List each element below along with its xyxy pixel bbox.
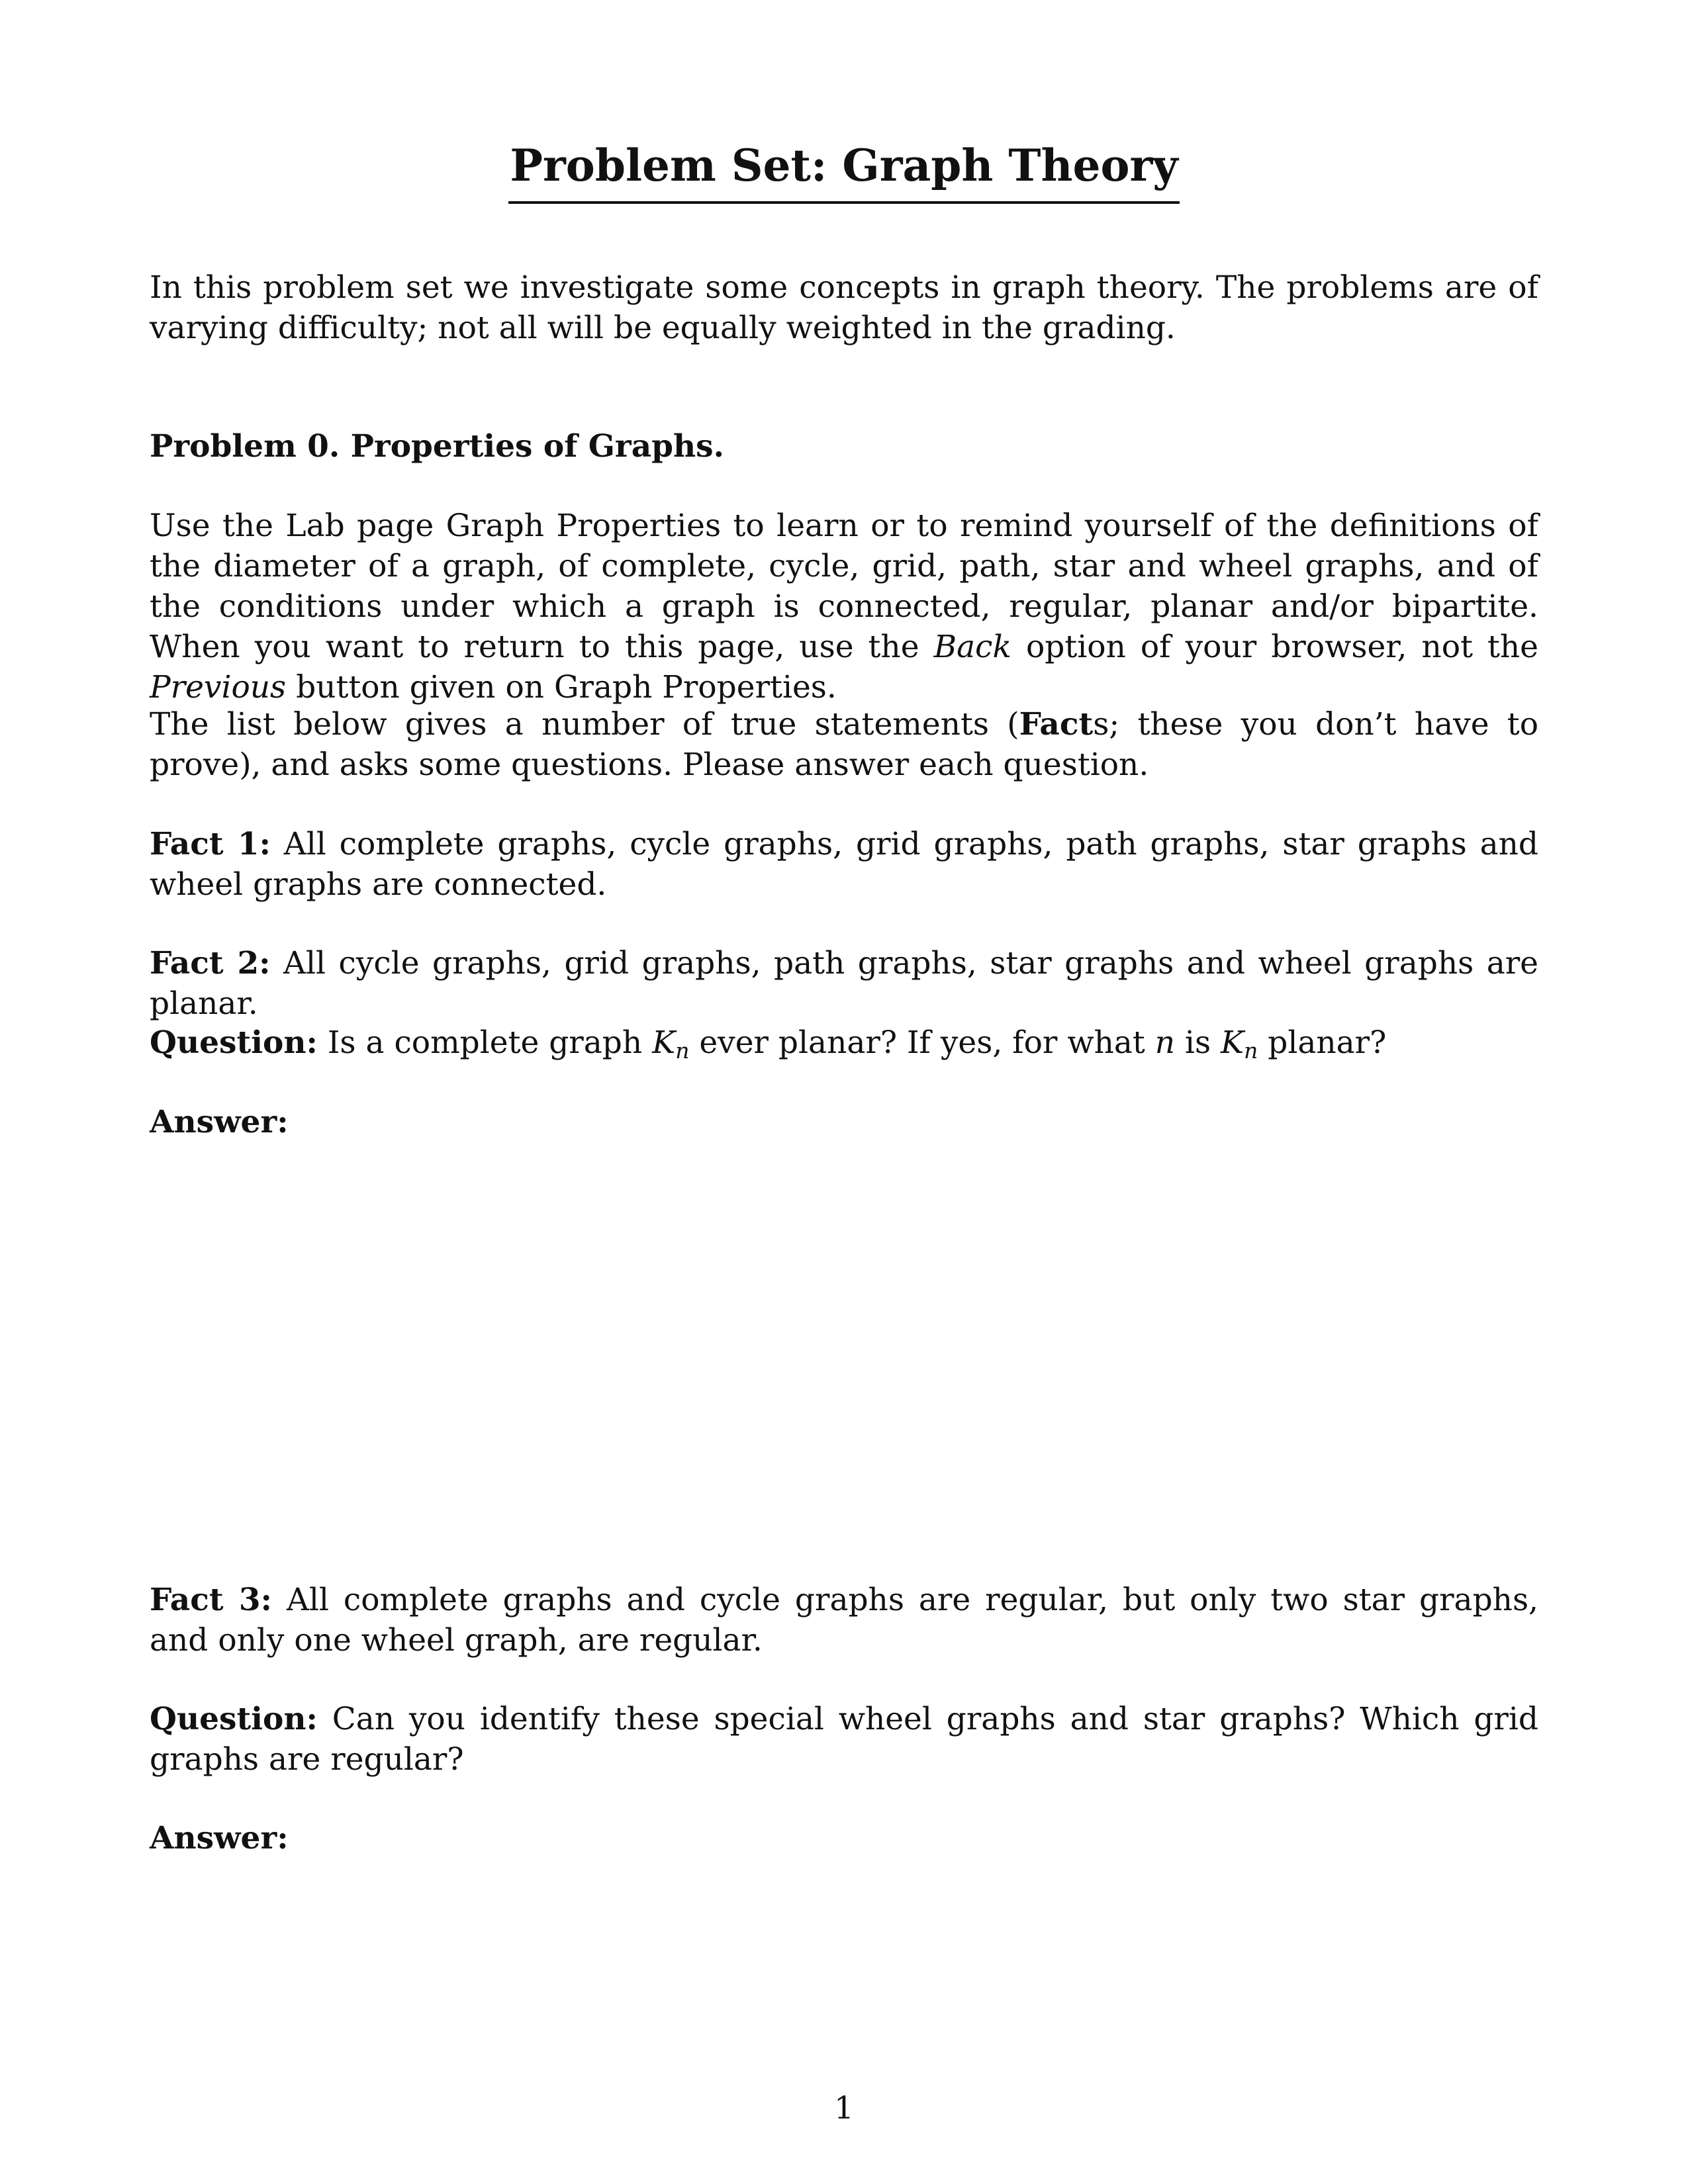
question-1-text-2: ever planar? If yes, for what — [689, 1024, 1155, 1061]
fact-1-text: All complete graphs, cycle graphs, grid graphs, path graphs, star graphs and wheel graphs are connected. — [150, 826, 1538, 903]
fact-2-label: Fact 2: — [150, 945, 271, 981]
question-2 — [150, 1699, 1538, 1780]
list-text-1: The list below gives a number of true statements ( — [150, 706, 1019, 743]
page-number: 1 — [834, 2090, 854, 2126]
lab-paragraph — [150, 506, 1538, 707]
n-subscript: n — [675, 1038, 690, 1064]
fact-3-label: Fact 3: — [150, 1582, 272, 1618]
k-symbol: K — [652, 1024, 676, 1061]
fact-1-label: Fact 1: — [150, 826, 271, 862]
lab-text-2: option of your browser, not the — [1011, 629, 1538, 665]
fact-3 — [150, 1580, 1538, 1661]
title-text: Problem Set: Graph Theory — [508, 134, 1179, 204]
back-word: Back — [933, 629, 1011, 665]
question-2-text: Can you identify these special wheel graphs and star graphs? Which grid graphs are regular? — [150, 1701, 1538, 1778]
question-1-text-3: is — [1174, 1024, 1221, 1061]
fact-2-text: All cycle graphs, grid graphs, path graphs, star graphs and wheel graphs are planar. — [150, 945, 1538, 1022]
question-2-label: Question: — [150, 1701, 318, 1737]
list-text-2: s; these you don’t have to prove), and asks some questions. Please answer each question. — [150, 706, 1538, 783]
previous-word: Previous — [150, 669, 287, 705]
list-paragraph — [150, 704, 1538, 785]
answer-1-label: Answer: — [150, 1104, 289, 1140]
fact-1 — [150, 824, 1538, 905]
problem-heading: Problem 0. Properties of Graphs. — [150, 428, 725, 465]
fact-word: Fact — [1019, 706, 1094, 743]
answer-2-label: Answer: — [150, 1820, 289, 1856]
fact-2 — [150, 943, 1538, 1024]
n-variable: n — [1154, 1024, 1175, 1061]
fact-3-text: All complete graphs and cycle graphs are regular, but only two star graphs, and only one wheel graph, are regular. — [150, 1582, 1538, 1659]
lab-text-3: button given on Graph Properties. — [286, 669, 837, 705]
lab-text-1: Use the Lab page Graph Properties to learn or to remind yourself of the definitions of the diameter of a graph, of complete, cycle, grid, path, star and wheel graphs, and of the conditions under which a graph is connected, regular, planar and/or bipartite. When you want to return to this page, use the — [150, 508, 1538, 665]
question-1-text-4: planar? — [1258, 1024, 1387, 1061]
page-title — [0, 134, 1688, 204]
question-1-label: Question: — [150, 1024, 318, 1061]
n-subscript-2: n — [1244, 1038, 1258, 1064]
intro-paragraph: In this problem set we investigate some concepts in graph theory. The problems are of varying difficulty; not all will be equally weighted in the grading. — [150, 269, 1538, 346]
question-1 — [150, 1023, 1538, 1071]
k-symbol-2: K — [1221, 1024, 1244, 1061]
question-1-text-1: Is a complete graph — [317, 1024, 653, 1061]
